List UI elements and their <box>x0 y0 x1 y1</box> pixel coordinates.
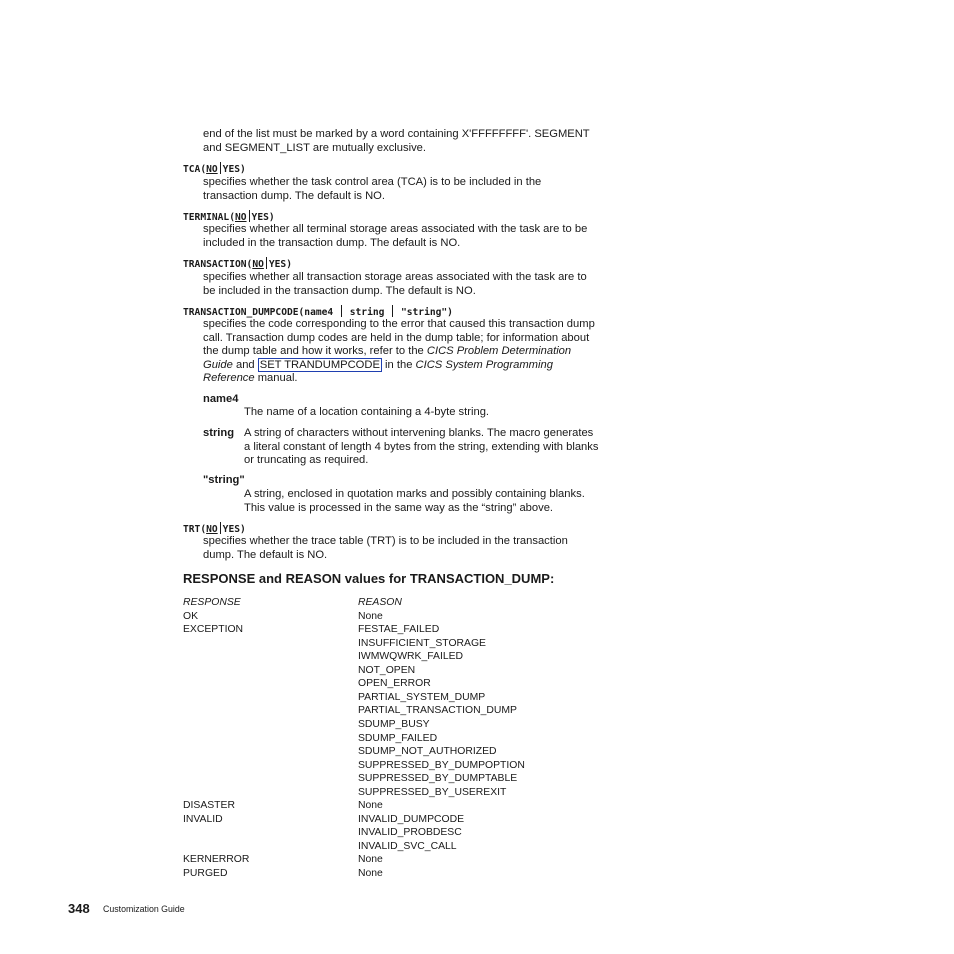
response-cell: OK <box>183 610 199 622</box>
reason-cell: SUPPRESSED_BY_DUMPTABLE <box>358 773 518 785</box>
intro-line: end of the list must be marked by a word containing X'FFFFFFFF'. SEGMENT <box>203 128 590 140</box>
subparam-quoted-description: A string, enclosed in quotation marks and possibly containing blanks. This value is processed in the same way as the “string” above. <box>244 488 585 514</box>
subparam-string-description: A string of characters without intervening blanks. The macro generates a literal constant of length 4 bytes from the string, extending with blanks or truncating as required. <box>244 427 599 467</box>
response-cell: EXCEPTION <box>183 624 244 635</box>
book-title: Customization Guide <box>103 904 185 914</box>
column-header-reason: REASON <box>358 597 402 608</box>
reason-cell: NOT_OPEN <box>358 664 416 676</box>
reason-cell: PARTIAL_TRANSACTION_DUMP <box>358 705 517 717</box>
response-cell: PURGED <box>183 868 228 879</box>
reason-cell: FESTAE_FAILED <box>358 624 440 635</box>
param-terminal-description: specifies whether all terminal storage areas associated with the task are to be included in the transaction dump. The default is NO. <box>203 223 588 249</box>
reason-cell: INSUFFICIENT_STORAGE <box>358 637 486 649</box>
reason-cell: None <box>358 868 383 879</box>
default-option: NO <box>206 524 218 535</box>
book-reference: Guide <box>203 358 233 371</box>
subparam-name4-description: The name of a location containing a 4-byte string. <box>244 406 490 418</box>
default-option: NO <box>234 212 247 223</box>
reason-cell: INVALID_DUMPCODE <box>358 813 465 825</box>
param-transaction-keyword: TRANSACTION(NO YES) <box>183 259 292 270</box>
reason-cell: None <box>358 800 383 812</box>
reason-cell: INVALID_SVC_CALL <box>358 840 457 852</box>
reason-cell: SDUMP_BUSY <box>358 718 430 730</box>
reason-cell: OPEN_ERROR <box>358 678 431 690</box>
book-reference: CICS System Programming <box>415 358 553 371</box>
reason-cell: None <box>358 854 383 866</box>
reason-cell: SUPPRESSED_BY_USEREXIT <box>358 786 507 798</box>
param-dumpcode-description: specifies the code corresponding to the error that caused this transaction dump call. Transaction dump codes are held in the dump table; for information about the dump table and how it works, refer to the CICS Problem Determination Guide and SET TRANDUMPCODE in the CICS System Programming Reference manual. <box>203 318 595 385</box>
param-tca-description: specifies whether the task control area (TCA) is to be included in the transaction dump. The default is NO. <box>203 176 542 202</box>
default-option: NO <box>252 259 264 270</box>
intro-text <box>203 128 590 155</box>
param-trt-keyword: TRT(NO YES) <box>183 524 246 535</box>
page-number: 348 <box>68 901 90 916</box>
reason-cell: SUPPRESSED_BY_DUMPOPTION <box>358 759 525 771</box>
response-cell: DISASTER <box>183 800 235 812</box>
reason-cell: None <box>358 610 383 622</box>
response-cell: INVALID <box>183 813 223 825</box>
param-terminal-keyword: TERMINAL(NO YES) <box>183 212 275 223</box>
subparam-quoted-term: "string" <box>203 474 245 486</box>
book-reference: Reference <box>203 372 255 385</box>
subparam-string-term: string <box>203 427 235 439</box>
param-trt-description: specifies whether the trace table (TRT) is to be included in the transaction dump. The default is NO. <box>203 535 568 561</box>
reason-cell: INVALID_PROBDESC <box>358 827 462 839</box>
reason-cell: IWMWQWRK_FAILED <box>358 651 464 663</box>
param-dumpcode-keyword: TRANSACTION_DUMPCODE(name4 string "string") <box>183 307 453 318</box>
response-cell: KERNERROR <box>183 854 250 866</box>
intro-line: and SEGMENT_LIST are mutually exclusive. <box>203 141 427 154</box>
default-option: NO <box>206 164 218 175</box>
column-header-response: RESPONSE <box>183 597 241 608</box>
subparam-name4-term: name4 <box>203 393 239 405</box>
reason-cell: SDUMP_FAILED <box>358 732 438 744</box>
param-tca-keyword: TCA(NO YES) <box>183 164 246 175</box>
reason-cell: SDUMP_NOT_AUTHORIZED <box>358 746 497 757</box>
set-trandumpcode-link[interactable]: SET TRANDUMPCODE <box>259 358 380 371</box>
param-transaction-description: specifies whether all transaction storage areas associated with the task are to be included in the transaction dump. The default is NO. <box>203 271 587 297</box>
section-heading: RESPONSE and REASON values for TRANSACTION_DUMP: <box>183 571 555 586</box>
reason-cell: PARTIAL_SYSTEM_DUMP <box>358 691 486 703</box>
book-reference: CICS Problem Determination <box>426 345 572 358</box>
